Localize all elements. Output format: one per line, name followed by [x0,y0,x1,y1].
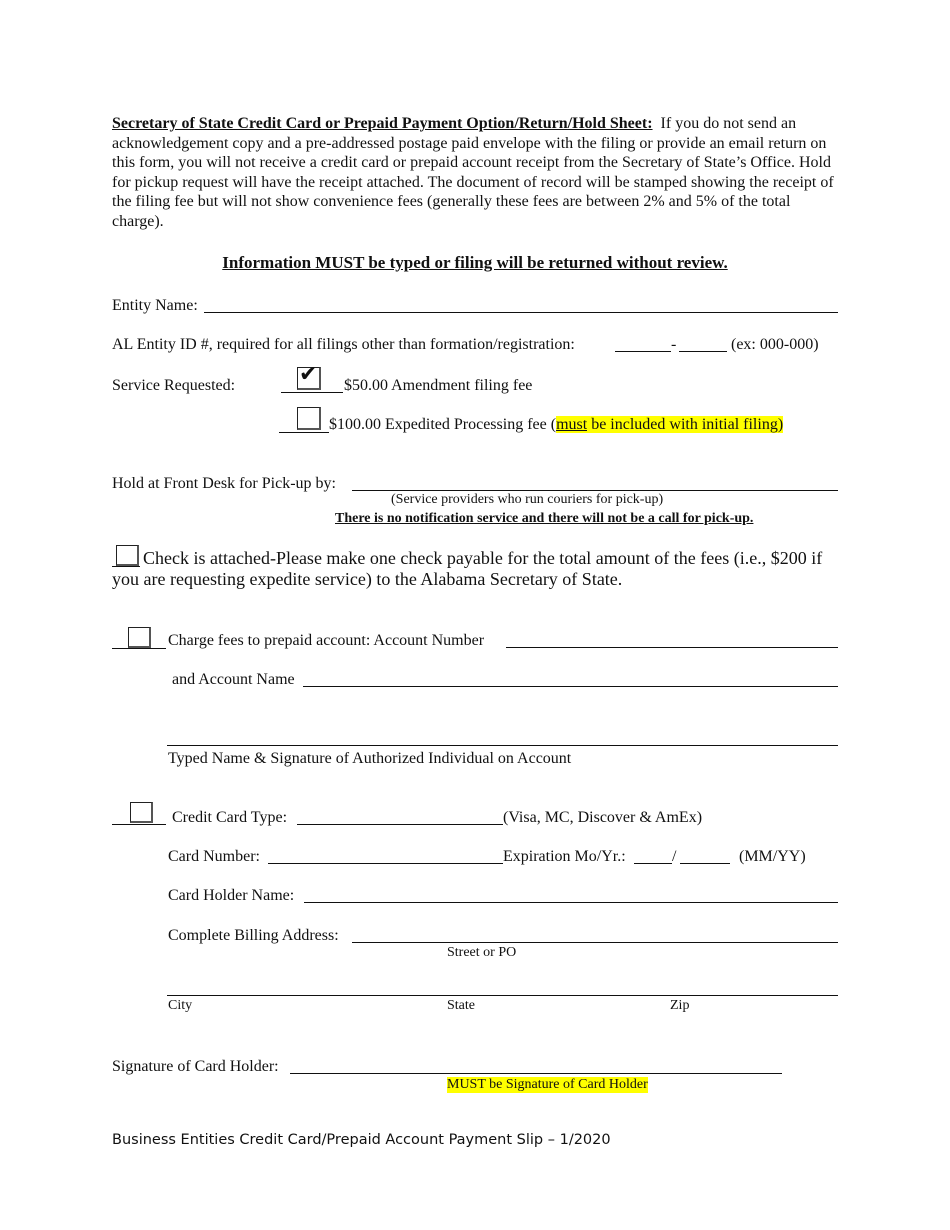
check-attached-text: Check is attached-Please make one check payable for the total amount of the fees (i.e., $200 if you are requesting expedite service) to the Alabama Secretary of State. [112,548,823,589]
state-label: State [447,998,475,1013]
expedited-checkbox[interactable] [297,407,321,430]
expedited-must: must [556,416,588,433]
expedited-rest: be included with initial filing) [587,416,784,433]
signature-note: MUST be Signature of Card Holder [447,1077,648,1092]
expiration-format: (MM/YY) [739,848,806,865]
entity-id-label: AL Entity ID #, required for all filings other than formation/registration: [112,336,575,353]
entity-name-label: Entity Name: [112,297,198,314]
expedited-fee-prefix: $100.00 Expedited Processing fee ( [329,416,557,433]
amendment-underline [281,392,343,393]
entity-id-example: (ex: 000-000) [731,336,819,353]
billing-address-label: Complete Billing Address: [168,927,339,944]
credit-card-checkbox[interactable] [130,802,153,823]
card-holder-name-field[interactable] [304,902,838,903]
entity-id-part1-field[interactable] [615,351,671,352]
city-label: City [168,998,193,1013]
prepaid-account-name-field[interactable] [303,686,838,687]
card-number-field[interactable] [268,863,503,864]
billing-street-field[interactable] [352,942,838,943]
entity-id-dash: - [671,336,677,353]
entity-id-part2-field[interactable] [679,351,727,352]
intro-heading: Secretary of State Credit Card or Prepaid Payment Option/Return/Hold Sheet: [112,115,653,132]
amendment-fee-label: $50.00 Amendment filing fee [344,377,533,394]
entity-name-field[interactable] [204,312,838,313]
service-requested-label: Service Requested: [112,377,236,394]
intro-text: If you do not send an acknowledgement copy and a pre-addressed postage paid envelope with the filing or provide an email return on this form, you will not receive a credit card or prepaid account receipt from the Secretary of State’s Office. Hold for pickup request will have the receipt attached. The document of record will be stamped showing the receipt of the filing fee but will not show convenience fees (generally these fees are between 2% and 5% of the total charge). [112,115,834,230]
card-holder-name-label: Card Holder Name: [168,887,295,904]
expiration-month-field[interactable] [634,863,672,864]
street-label: Street or PO [447,945,517,960]
footer-text: Business Entities Credit Card/Prepaid Account Payment Slip – 1/2020 [112,1132,611,1148]
billing-city-state-zip-field[interactable] [167,995,838,996]
checkmark-icon: ✔ [299,362,318,387]
prepaid-account-number-field[interactable] [506,647,838,648]
expiration-slash: / [672,848,677,865]
typed-notice: Information MUST be typed or filing will be returned without review. [222,253,728,272]
authorized-signature-field[interactable] [167,745,838,746]
card-holder-signature-field[interactable] [290,1073,782,1074]
expedited-fee-label [329,415,783,435]
expiration-label: Expiration Mo/Yr.: [503,848,626,865]
credit-card-types-note: (Visa, MC, Discover & AmEx) [503,809,703,826]
expedited-underline [279,432,329,433]
intro-paragraph [112,114,842,232]
card-number-label: Card Number: [168,848,260,865]
authorized-signature-label: Typed Name & Signature of Authorized Individual on Account [168,750,572,767]
zip-label: Zip [670,998,690,1013]
amendment-checkbox[interactable] [297,362,321,390]
prepaid-underline [112,648,166,649]
credit-card-type-field[interactable] [297,824,503,825]
hold-warning: There is no notification service and there will not be a call for pick-up. [335,511,754,526]
hold-pickup-field[interactable] [352,490,838,491]
hold-label: Hold at Front Desk for Pick-up by: [112,475,336,492]
prepaid-checkbox[interactable] [128,627,151,648]
prepaid-account-number-label: Charge fees to prepaid account: Account Number [168,632,485,649]
credit-card-underline [112,824,166,825]
expiration-year-field[interactable] [680,863,730,864]
credit-card-type-label: Credit Card Type: [172,809,288,826]
prepaid-account-name-label: and Account Name [172,671,295,688]
card-holder-signature-label: Signature of Card Holder: [112,1058,279,1075]
hold-note: (Service providers who run couriers for pick-up) [391,492,664,507]
